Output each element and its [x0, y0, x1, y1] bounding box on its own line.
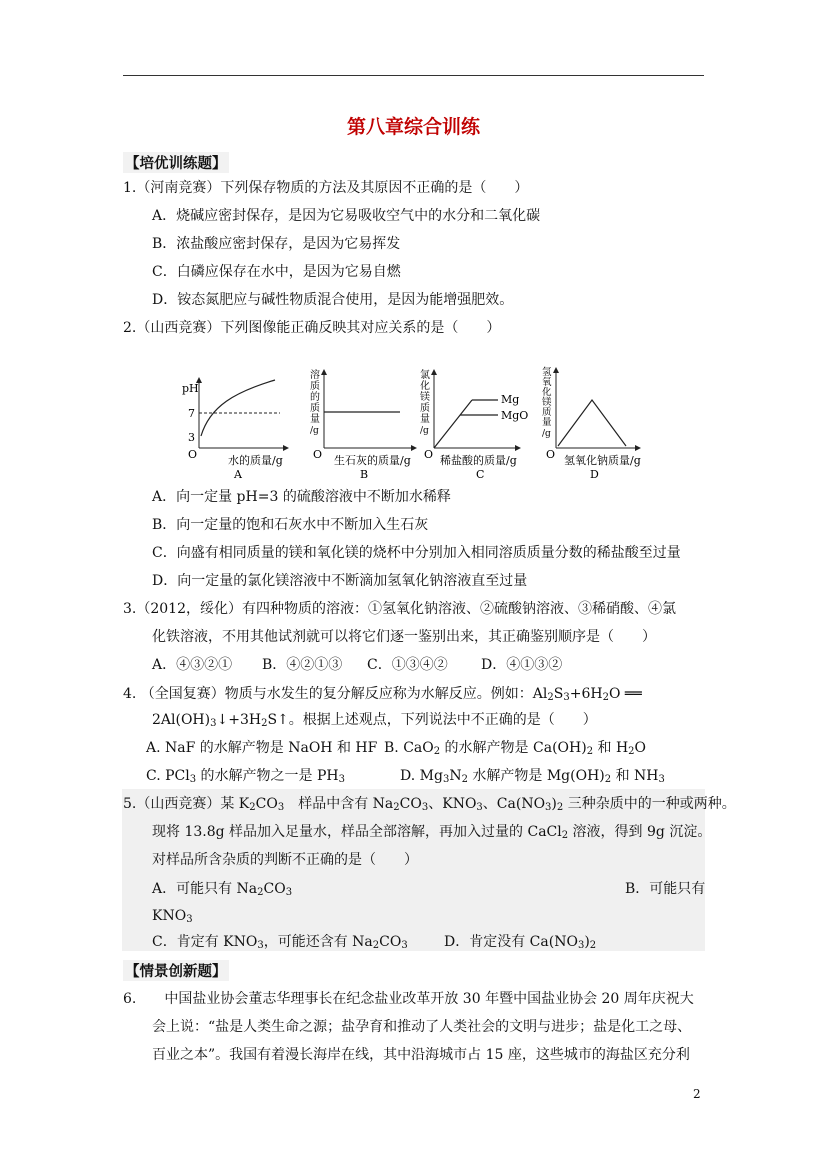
q5-l1f: 、Ca(NO	[482, 796, 546, 812]
question-4-line-1-text: 4. （全国复赛）物质与水发生的复分解反应称为水解反应。例如：Al	[123, 686, 548, 702]
graph-d-ylabel-3: 化	[542, 387, 552, 398]
graph-b-ylabel-2: 质	[310, 381, 320, 392]
question-3-option-a: A．④③②①	[152, 657, 233, 673]
q5-cb: ，可能还含有 Na	[263, 934, 373, 950]
q5-l1e: 、KNO	[428, 796, 477, 812]
graph-b-ylabel-4: 质	[310, 403, 320, 414]
graph-d-xlabel: 氢氧化钠质量/g	[564, 454, 641, 467]
graph-a-letter: A	[234, 468, 242, 480]
question-2-stem: 2.（山西竞赛）下列图像能正确反映其对应关系的是（ ）	[123, 320, 501, 336]
question-5-line-1	[123, 794, 736, 818]
question-4-option-c-a: C. PCl	[146, 768, 190, 784]
question-4-line-2-c: S↑。根据上述观点，下列说法中不正确的是（ ）	[267, 712, 597, 728]
graph-d-letter: D	[590, 468, 599, 480]
question-5-option-c	[152, 932, 408, 956]
question-4-option-d-b: N	[449, 768, 462, 784]
graph-c-ylabel-5: 量	[420, 414, 430, 425]
sub: 2	[589, 940, 597, 951]
sub: 2	[261, 718, 268, 729]
question-1-option-b: B．浓盐酸应密封保存，是因为它易挥发	[152, 236, 401, 252]
sub: 2	[561, 830, 569, 841]
question-6-line-3: 百业之本”。我国有着漫长海岸在线，其中沿海城市占 15 座，这些城市的海盐区充分利	[152, 1047, 690, 1063]
q5-aa: A．可能只有 Na	[152, 881, 258, 897]
question-5-option-d	[444, 932, 596, 956]
question-5-line-2	[152, 822, 711, 846]
question-5-line-3: 对样品所含杂质的判断不正确的是（ ）	[152, 852, 418, 868]
graph-b-ylabel-5: 量	[310, 414, 320, 425]
sub: 2	[249, 802, 256, 813]
sub: 3	[338, 774, 346, 785]
question-4-option-d-c: 水解产物是 Mg(OH)	[467, 768, 605, 784]
question-4-option-b-a: B. CaO	[384, 740, 434, 756]
q5-l2b: 溶液，得到 9g 沉淀。	[568, 824, 712, 840]
graph-d-ylabel-1: 氢	[542, 367, 552, 378]
sub: 2	[393, 802, 400, 813]
q5-l1c: 样品中含有 Na	[284, 796, 394, 812]
question-1-option-c: C．白磷应保存在水中，是因为它易自燃	[152, 264, 401, 280]
question-4-option-b-b: 的水解产物是 Ca(OH)	[440, 740, 587, 756]
question-3-line-2: 化铁溶液，不用其他试剂就可以将它们逐一鉴别出来，其正确鉴别顺序是（ ）	[152, 629, 656, 645]
question-4-option-b-d: O	[634, 740, 647, 756]
graph-c-ylabel-6: /g	[420, 426, 429, 436]
question-4-option-d-d: 和 NH	[611, 768, 659, 784]
question-3-option-d: D．④①③②	[481, 657, 563, 673]
question-1-stem: 1.（河南竞赛）下列保存物质的方法及其原因不正确的是（ ）	[123, 180, 529, 196]
graph-a	[182, 378, 288, 480]
graph-c-origin: O	[424, 448, 434, 461]
sub: 2	[433, 746, 441, 757]
question-1-option-d: D．铵态氮肥应与碱性物质混合使用，是因为能增强肥效。	[152, 292, 514, 308]
header-rule	[123, 75, 704, 76]
sub: 2	[257, 887, 264, 898]
sub: 3	[277, 802, 285, 813]
graph-d-origin: O	[546, 448, 556, 461]
page-title: 第八章综合训练	[346, 116, 480, 138]
sub: 3	[285, 887, 293, 898]
graph-a-xlabel: 水的质量/g	[228, 454, 283, 467]
graph-c-ylabel-2: 化	[420, 381, 430, 392]
sub: 3	[189, 774, 197, 785]
question-4-option-c	[146, 766, 345, 790]
question-4-line-2-b: ↓+3H	[216, 712, 262, 728]
question-2-option-a: A．向一定量 pH=3 的硫酸溶液中不断加水稀释	[152, 489, 451, 505]
question-3-option-b: B．④②①③	[262, 657, 343, 673]
q5-l2a: 现将 13.8g 样品加入足量水，样品全部溶解，再加入过量的 CaCl	[152, 824, 562, 840]
question-4-line-1-end: O ══	[608, 686, 642, 702]
graph-c	[420, 368, 528, 480]
sub: 3	[658, 774, 665, 785]
question-4-line-2	[152, 710, 597, 734]
question-6-line-1: 6. 中国盐业协会董志华理事长在纪念盐业改革开放 30 年暨中国盐业协会 20 周年庆祝大	[123, 991, 694, 1007]
sub: 3	[421, 802, 429, 813]
question-5-option-a	[152, 879, 292, 903]
q5-l1b: CO	[255, 796, 278, 812]
graph-d-ylabel-2: 氧	[542, 377, 552, 388]
sub: 2	[547, 692, 554, 703]
graph-a-tick-3: 3	[188, 431, 195, 444]
q5-l1d: CO	[399, 796, 422, 812]
graph-c-ylabel-1: 氯	[420, 370, 430, 381]
graph-b-ylabel-3: 的	[310, 392, 320, 403]
question-4-option-b-c: 和 H	[593, 740, 629, 756]
graph-c-xlabel: 稀盐酸的质量/g	[440, 454, 517, 467]
sub: 3	[577, 940, 585, 951]
q5-da: D．肯定没有 Ca(NO	[444, 934, 578, 950]
graph-d-ylabel-7: /g	[542, 429, 551, 439]
sub: 3	[401, 940, 408, 951]
question-3-line-1: 3.（2012，绥化）有四种物质的溶液：①氢氧化钠溶液、②硫酸钠溶液、③稀硝酸、④氯	[123, 601, 676, 617]
graph-b-ylabel-6: /g	[310, 426, 319, 436]
section-heading-training: 【培优训练题】	[123, 152, 229, 173]
q5-db: )	[584, 934, 590, 950]
sub: 2	[602, 692, 609, 703]
sub: 3	[257, 940, 264, 951]
graph-b	[310, 368, 416, 480]
graph-c-ylabel-4: 质	[420, 403, 430, 414]
question-2-option-b: B．向一定量的饱和石灰水中不断加入生石灰	[152, 517, 429, 533]
sub: 2	[604, 774, 612, 785]
graph-d-ylabel-4: 镁	[542, 397, 552, 408]
q5-l1g: )	[551, 796, 557, 812]
graph-d	[542, 366, 641, 480]
graph-b-origin: O	[313, 448, 323, 461]
page-number: 2	[693, 1087, 701, 1101]
graph-a-tick-7: 7	[188, 407, 195, 420]
graph-c-label-mgo: MgO	[501, 409, 529, 422]
question-1-option-a: A．烧碱应密封保存，是因为它易吸收空气中的水分和二氧化碳	[152, 208, 541, 224]
question-2-graphs	[170, 364, 650, 480]
sub: 3	[563, 692, 570, 703]
sub: 2	[586, 746, 594, 757]
sub: 3	[545, 802, 552, 813]
question-4-option-a: A. NaF 的水解产物是 NaOH 和 HF	[146, 740, 378, 756]
question-4-line-1-h: +6H	[569, 686, 603, 702]
graph-b-letter: B	[360, 468, 369, 480]
q5-l1h: 三种杂质中的一种或两种。	[563, 796, 736, 812]
graph-b-xlabel: 生石灰的质量/g	[334, 454, 411, 467]
question-4-option-d	[400, 766, 665, 790]
question-3-option-c: C．①③④②	[367, 657, 448, 673]
sub: 2	[556, 802, 564, 813]
graph-c-label-mg: Mg	[501, 393, 520, 406]
question-6-line-2: 会上说：“盐是人类生命之源；盐孕育和推动了人类社会的文明与进步；盐是化工之母、	[152, 1019, 692, 1035]
question-4-option-b	[384, 738, 646, 762]
question-4-line-1-s: S	[553, 686, 564, 702]
graph-a-origin: O	[188, 448, 198, 461]
sub: 3	[476, 802, 483, 813]
graph-c-letter: C	[476, 468, 485, 480]
question-4-option-c-b: 的水解产物之一是 PH	[196, 768, 339, 784]
q5-l1a: 5.（山西竞赛）某 K	[123, 796, 250, 812]
graph-a-ylabel: pH	[182, 382, 199, 395]
sub: 2	[628, 746, 635, 757]
sub: 3	[186, 914, 193, 925]
question-2-option-d: D．向一定量的氯化镁溶液中不断滴加氢氧化钠溶液直至过量	[152, 573, 528, 589]
q5-cc: CO	[379, 934, 402, 950]
question-4-line-1	[123, 684, 642, 708]
sub: 3	[442, 774, 450, 785]
graph-b-ylabel-1: 溶	[310, 370, 320, 381]
section-heading-scenario: 【情景创新题】	[123, 960, 229, 981]
sub: 2	[372, 940, 380, 951]
question-2-option-c: C．向盛有相同质量的镁和氧化镁的烧杯中分别加入相同溶质质量分数的稀盐酸至过量	[152, 545, 681, 561]
q5-ca: C．肯定有 KNO	[152, 934, 258, 950]
sub: 2	[461, 774, 468, 785]
question-5-option-b-wrap	[152, 906, 193, 930]
question-5-option-b: B．可能只有	[625, 881, 706, 897]
question-4-option-d-a: D. Mg	[400, 768, 443, 784]
q5-bwrap: KNO	[152, 908, 187, 924]
graph-c-ylabel-3: 镁	[420, 392, 430, 403]
sub: 3	[210, 718, 217, 729]
graph-d-ylabel-5: 质	[542, 407, 552, 418]
q5-ab: CO	[263, 881, 286, 897]
question-4-line-2-a: 2Al(OH)	[152, 712, 211, 728]
graph-d-ylabel-6: 量	[542, 417, 552, 428]
